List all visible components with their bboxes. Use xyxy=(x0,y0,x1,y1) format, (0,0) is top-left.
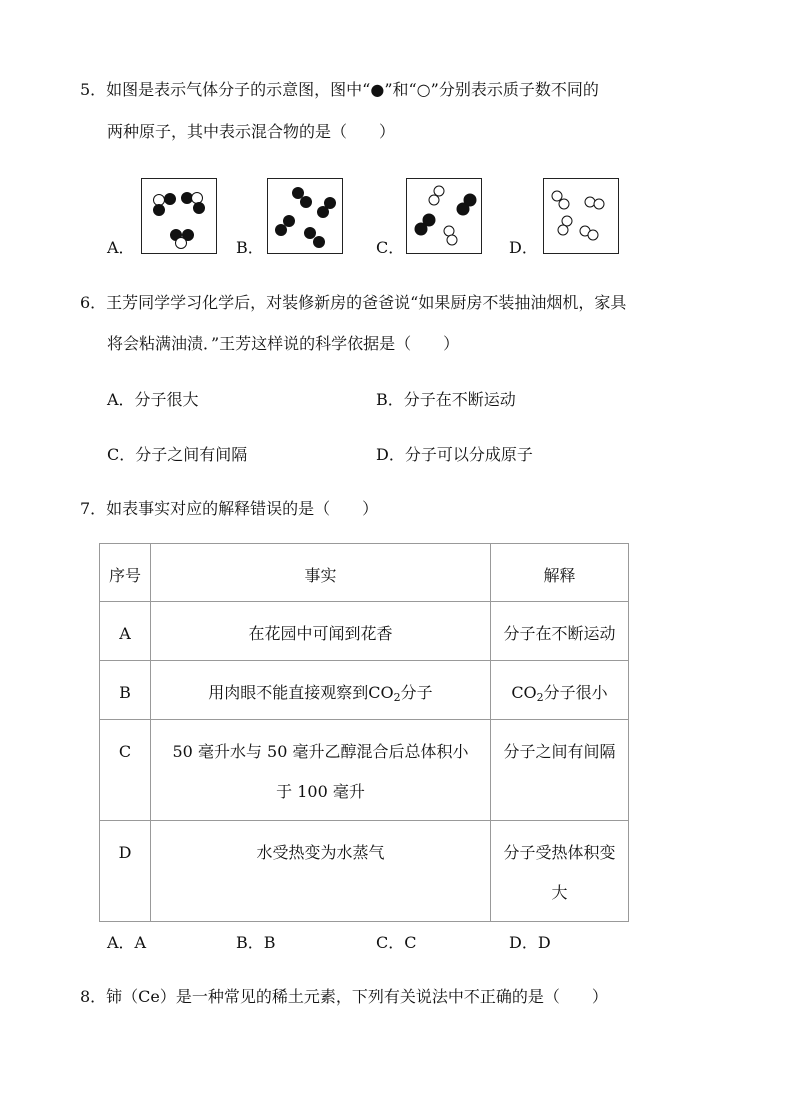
header-number: 序号 xyxy=(100,544,151,602)
q7-option-b: B．B xyxy=(236,933,276,952)
q6-option-b: B．分子在不断运动 xyxy=(376,390,516,409)
q6-option-c: C．分子之间有间隔 xyxy=(107,445,248,464)
row-explain: 分子在不断运动 xyxy=(491,602,629,661)
subscript: 2 xyxy=(393,691,401,704)
q7-stem: 7．如表事实对应的解释错误的是（ ） xyxy=(80,499,379,518)
row-id: C xyxy=(100,720,151,821)
row-fact: 在花园中可闻到花香 xyxy=(151,602,491,661)
table-row xyxy=(100,821,629,922)
q5-stem-line2: 两种原子，其中表示混合物的是（ ） xyxy=(107,122,396,141)
row-id: A xyxy=(100,602,151,661)
header-fact: 事实 xyxy=(151,544,491,602)
row-fact xyxy=(151,661,491,720)
table-row xyxy=(100,602,629,661)
q5-diagram-d xyxy=(543,178,619,254)
table-header-row xyxy=(100,544,629,602)
q5-diagram-a xyxy=(141,178,217,254)
row-explain xyxy=(491,661,629,720)
explain-line-1: 分子受热体积变 xyxy=(503,843,616,862)
q6-stem-line2: 将会粘满油渍．”王芳这样说的科学依据是（ ） xyxy=(107,334,460,353)
row-id: D xyxy=(100,821,151,922)
q5-stem-line1: 5．如图是表示气体分子的示意图，图中“●”和“○”分别表示质子数不同的 xyxy=(80,80,599,99)
q5-diagram-b xyxy=(267,178,343,254)
q5-option-d-label: D． xyxy=(509,238,538,257)
q7-option-d: D．D xyxy=(509,933,551,952)
row-fact xyxy=(151,720,491,821)
explain-text: CO xyxy=(511,683,537,702)
q7-option-c: C．C xyxy=(376,933,417,952)
fact-line-2: 于 100 毫升 xyxy=(276,782,365,801)
q6-stem-line1: 6．王芳同学学习化学后，对装修新房的爸爸说“如果厨房不装抽油烟机，家具 xyxy=(80,293,627,312)
header-explain: 解释 xyxy=(491,544,629,602)
table-row xyxy=(100,661,629,720)
fact-text: 用肉眼不能直接观察到CO xyxy=(208,683,394,702)
row-explain: 分子之间有间隔 xyxy=(491,720,629,821)
q5-option-a-label: A． xyxy=(107,238,135,257)
fact-text-end: 分子 xyxy=(400,683,433,702)
q6-option-d: D．分子可以分成原子 xyxy=(376,445,533,464)
q5-diagram-c xyxy=(406,178,482,254)
table-row xyxy=(100,720,629,821)
q7-option-a: A．A xyxy=(107,933,147,952)
q6-option-a: A．分子很大 xyxy=(107,390,199,409)
explain-line-2: 大 xyxy=(551,883,568,902)
q5-option-c-label: C． xyxy=(376,238,405,257)
explain-text-end: 分子很小 xyxy=(543,683,608,702)
q7-table xyxy=(99,543,629,922)
row-fact: 水受热变为水蒸气 xyxy=(151,821,491,922)
fact-line-1: 50 毫升水与 50 毫升乙醇混合后总体积小 xyxy=(172,742,469,761)
row-explain xyxy=(491,821,629,922)
subscript: 2 xyxy=(536,691,544,704)
q5-option-b-label: B． xyxy=(236,238,264,257)
q8-stem: 8．铈（Ce）是一种常见的稀土元素，下列有关说法中不正确的是（ ） xyxy=(80,987,608,1006)
row-id: B xyxy=(100,661,151,720)
